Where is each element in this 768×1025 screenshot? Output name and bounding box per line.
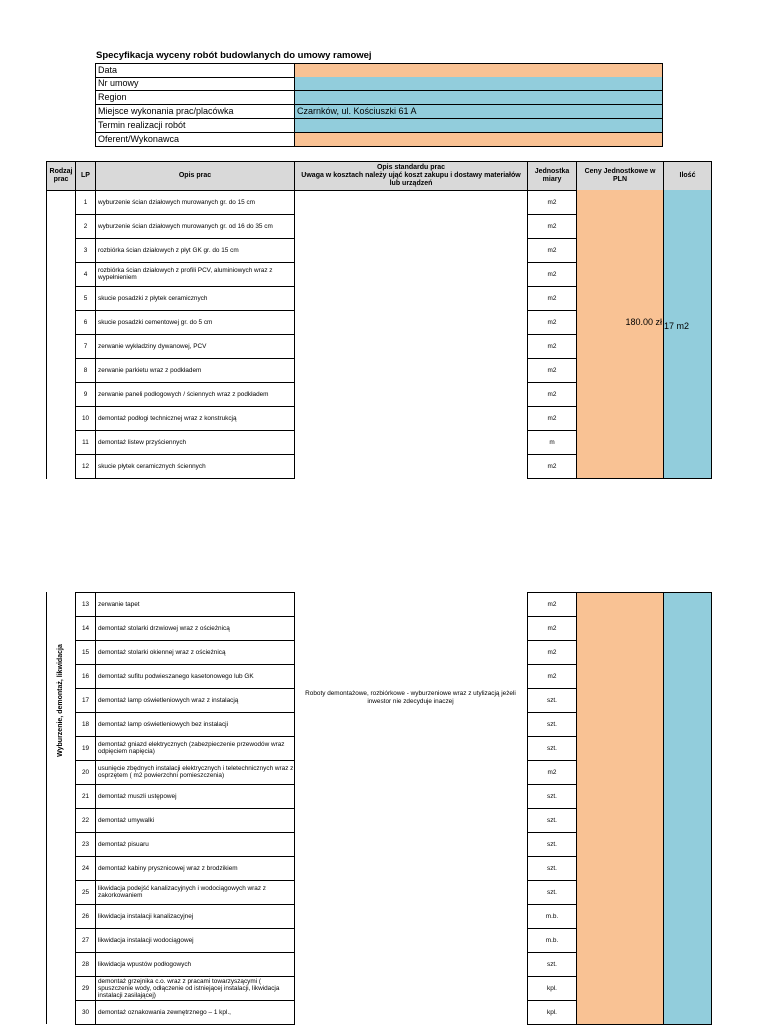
row-lp: 15 <box>75 640 96 665</box>
row-ilosc-input[interactable] <box>663 1000 712 1025</box>
standard-header-line1: Opis standardu prac <box>376 164 446 171</box>
row-lp: 16 <box>75 664 96 689</box>
row-jednostka: m <box>527 430 577 455</box>
row-opis: demontaż umywalki <box>95 808 295 833</box>
row-opis: demontaż lamp oświetleniowych bez instalacji <box>95 712 295 737</box>
table-top-border <box>527 592 712 593</box>
row-jednostka: m2 <box>527 406 577 431</box>
row-opis: likwidacja instalacji wodociągowej <box>95 928 295 953</box>
header-label: Termin realizacji robót <box>95 119 295 133</box>
column-header-opis: Opis prac <box>95 161 295 191</box>
row-lp: 8 <box>75 358 96 383</box>
header-value-field[interactable] <box>294 133 663 147</box>
row-cena-input[interactable] <box>576 856 664 881</box>
row-jednostka: m2 <box>527 310 577 335</box>
row-opis: wyburzenie ścian działowych murowanych gr. do 15 cm <box>95 190 295 215</box>
row-cena-input[interactable]: 180.00 zł <box>576 310 664 335</box>
row-cena-input[interactable] <box>576 712 664 737</box>
row-ilosc-input[interactable] <box>663 832 712 857</box>
row-cena-input[interactable] <box>576 784 664 809</box>
row-ilosc-input[interactable] <box>663 592 712 617</box>
table-gridline <box>527 592 528 1024</box>
row-ilosc-input[interactable] <box>663 928 712 953</box>
row-jednostka: szt. <box>527 784 577 809</box>
header-value-field[interactable]: Czarnków, ul. Kościuszki 61 A <box>294 105 663 119</box>
row-cena-input[interactable] <box>576 592 664 617</box>
category-label: Wyburzenie, demontaż, likwidacja <box>57 643 64 757</box>
row-ilosc-input[interactable] <box>663 214 712 239</box>
row-ilosc-input[interactable] <box>663 190 712 215</box>
row-lp: 29 <box>75 976 96 1001</box>
row-cena-input[interactable] <box>576 214 664 239</box>
row-opis: zerwanie paneli podłogowych / ściennych wraz z podkładem <box>95 382 295 407</box>
table-gridline <box>294 190 295 479</box>
row-opis: rozbiórka ścian działowych z profili PCV, aluminiowych wraz z wypełnieniem <box>95 262 295 287</box>
standard-header-line2: Uwaga w kosztach należy ująć koszt zakupu i dostawy materiałów lub urządzeń <box>301 172 521 187</box>
row-jednostka: szt. <box>527 712 577 737</box>
row-ilosc-input[interactable] <box>663 238 712 263</box>
row-jednostka: m2 <box>527 238 577 263</box>
row-cena-input[interactable] <box>576 334 664 359</box>
row-cena-input[interactable] <box>576 760 664 785</box>
header-value-field[interactable] <box>294 91 663 105</box>
row-ilosc-input[interactable] <box>663 712 712 737</box>
row-ilosc-input[interactable] <box>663 904 712 929</box>
row-ilosc-input[interactable] <box>663 856 712 881</box>
row-opis: demontaż lamp oświetleniowych wraz z instalacją <box>95 688 295 713</box>
header-label: Oferent/Wykonawca <box>95 133 295 147</box>
row-cena-input[interactable] <box>576 808 664 833</box>
row-lp: 28 <box>75 952 96 977</box>
row-opis: demontaż grzejnika c.o. wraz z pracami towarzyszącymi ( spuszczenie wody, odłączenie od istniejącej instalacji, likwidacja instalacji zasilającej) <box>95 976 295 1001</box>
row-opis: demontaż gniazd elektrycznych (zabezpieczenie przewodów wraz odpięciem napięcia) <box>95 736 295 761</box>
row-jednostka: m2 <box>527 760 577 785</box>
row-ilosc-input[interactable] <box>663 616 712 641</box>
standard-note: Roboty demontażowe, rozbiórkowe - wyburzeniowe wraz z utylizacją jeżeli inwestor nie zdecyduje inaczej <box>305 690 516 705</box>
header-label: Data <box>95 63 295 78</box>
row-ilosc-input[interactable] <box>663 310 712 335</box>
row-jednostka: m2 <box>527 358 577 383</box>
row-lp: 23 <box>75 832 96 857</box>
column-header-rodzaj: Rodzaj prac <box>46 161 76 191</box>
row-cena-input[interactable] <box>576 904 664 929</box>
row-cena-input[interactable] <box>576 190 664 215</box>
row-opis: demontaż stolarki drzwiowej wraz z ościeżnicą <box>95 616 295 641</box>
row-opis: likwidacja podejść kanalizacyjnych i wodociągowych wraz z zakorkowaniem <box>95 880 295 905</box>
row-lp: 9 <box>75 382 96 407</box>
row-lp: 21 <box>75 784 96 809</box>
row-ilosc-input[interactable] <box>663 382 712 407</box>
column-header-lp: LP <box>75 161 96 191</box>
row-jednostka: m2 <box>527 664 577 689</box>
row-cena-input[interactable] <box>576 664 664 689</box>
row-jednostka: m2 <box>527 454 577 479</box>
row-jednostka: szt. <box>527 688 577 713</box>
row-lp: 18 <box>75 712 96 737</box>
row-ilosc-input[interactable] <box>663 808 712 833</box>
row-opis: zerwanie wykładziny dywanowej, PCV <box>95 334 295 359</box>
row-lp: 22 <box>75 808 96 833</box>
row-cena-input[interactable] <box>576 640 664 665</box>
row-ilosc-input[interactable] <box>663 454 712 479</box>
row-cena-input[interactable] <box>576 286 664 311</box>
row-opis: likwidacja instalacji kanalizacyjnej <box>95 904 295 929</box>
row-opis: demontaż listew przyściennych <box>95 430 295 455</box>
row-jednostka: m2 <box>527 214 577 239</box>
header-label: Miejsce wykonania prac/placówka <box>95 105 295 119</box>
row-ilosc-input[interactable] <box>663 664 712 689</box>
row-opis: skucie płytek ceramicznych ściennych <box>95 454 295 479</box>
row-lp: 19 <box>75 736 96 761</box>
row-lp: 11 <box>75 430 96 455</box>
row-opis: usunięcie zbędnych instalacji elektrycznych i teletechnicznych wraz z osprzętem ( m2 powierzchni pomieszczenia) <box>95 760 295 785</box>
row-lp: 6 <box>75 310 96 335</box>
category-cell <box>46 560 75 840</box>
row-ilosc-input[interactable] <box>663 736 712 761</box>
table-gridline <box>527 190 528 479</box>
column-header-standard <box>294 161 528 191</box>
row-ilosc-input[interactable] <box>663 286 712 311</box>
table-gridline <box>75 190 76 479</box>
row-opis: likwidacja wpustów podłogowych <box>95 952 295 977</box>
header-label: Region <box>95 91 295 105</box>
row-jednostka: kpl. <box>527 976 577 1001</box>
row-jednostka: m2 <box>527 640 577 665</box>
row-opis: demontaż sufitu podwieszanego kasetonowego lub GK <box>95 664 295 689</box>
row-lp: 13 <box>75 592 96 617</box>
column-header-ilosc: Ilość <box>663 161 712 191</box>
row-ilosc-input[interactable] <box>663 640 712 665</box>
row-jednostka: szt. <box>527 856 577 881</box>
row-opis: demontaż oznakowania zewnętrznego – 1 kpl., <box>95 1000 295 1025</box>
row-cena-input[interactable] <box>576 262 664 287</box>
row-jednostka: szt. <box>527 808 577 833</box>
row-ilosc-input[interactable] <box>663 952 712 977</box>
row-jednostka: m.b. <box>527 928 577 953</box>
row-cena-input[interactable] <box>576 616 664 641</box>
row-lp: 24 <box>75 856 96 881</box>
row-cena-input[interactable] <box>576 238 664 263</box>
row-jednostka: m2 <box>527 382 577 407</box>
row-cena-input[interactable] <box>576 430 664 455</box>
row-lp: 25 <box>75 880 96 905</box>
row-cena-input[interactable] <box>576 1000 664 1025</box>
row-ilosc-input[interactable] <box>663 358 712 383</box>
table-gridline <box>46 190 47 479</box>
row-cena-input[interactable] <box>576 382 664 407</box>
table-top-border <box>75 592 96 593</box>
row-lp: 20 <box>75 760 96 785</box>
row-jednostka: szt. <box>527 736 577 761</box>
row-cena-input[interactable] <box>576 928 664 953</box>
table-top-border <box>95 592 295 593</box>
row-jednostka: m2 <box>527 616 577 641</box>
row-cena-input[interactable] <box>576 880 664 905</box>
row-ilosc-input[interactable] <box>663 688 712 713</box>
row-jednostka: m2 <box>527 334 577 359</box>
row-ilosc-input[interactable] <box>663 334 712 359</box>
row-lp: 2 <box>75 214 96 239</box>
row-lp: 30 <box>75 1000 96 1025</box>
row-jednostka: szt. <box>527 880 577 905</box>
document-title: Specyfikacja wyceny robót budowlanych do umowy ramowej <box>96 50 372 61</box>
row-jednostka: kpl. <box>527 1000 577 1025</box>
row-jednostka: m2 <box>527 262 577 287</box>
row-jednostka: m.b. <box>527 904 577 929</box>
row-lp: 14 <box>75 616 96 641</box>
row-opis: zerwanie tapet <box>95 592 295 617</box>
row-ilosc-input[interactable] <box>663 430 712 455</box>
row-cena-input[interactable] <box>576 688 664 713</box>
row-opis: demontaż pisuaru <box>95 832 295 857</box>
header-value-field[interactable] <box>294 77 663 91</box>
row-lp: 4 <box>75 262 96 287</box>
row-lp: 26 <box>75 904 96 929</box>
row-ilosc-input[interactable] <box>663 880 712 905</box>
row-jednostka: m2 <box>527 592 577 617</box>
row-lp: 7 <box>75 334 96 359</box>
row-ilosc-input[interactable] <box>663 784 712 809</box>
row-lp: 27 <box>75 928 96 953</box>
row-jednostka: szt. <box>527 952 577 977</box>
row-opis: demontaż stolarki okiennej wraz z ościeżnicą <box>95 640 295 665</box>
row-opis: skucie posadzki cementowej gr. do 5 cm <box>95 310 295 335</box>
row-opis: demontaż kabiny prysznicowej wraz z brodzikiem <box>95 856 295 881</box>
row-opis: demontaż muszli ustępowej <box>95 784 295 809</box>
row-lp: 3 <box>75 238 96 263</box>
row-opis: zerwanie parkietu wraz z podkładem <box>95 358 295 383</box>
row-opis: rozbiórka ścian działowych z płyt GK gr. do 15 cm <box>95 238 295 263</box>
row-lp: 5 <box>75 286 96 311</box>
row-cena-input[interactable] <box>576 406 664 431</box>
row-cena-input[interactable] <box>576 736 664 761</box>
row-cena-input[interactable] <box>576 976 664 1001</box>
row-lp: 10 <box>75 406 96 431</box>
row-ilosc-input[interactable] <box>663 262 712 287</box>
row-cena-input[interactable] <box>576 952 664 977</box>
row-lp: 1 <box>75 190 96 215</box>
row-cena-input[interactable] <box>576 358 664 383</box>
row-lp: 12 <box>75 454 96 479</box>
column-header-jednostka: Jednostka miary <box>527 161 577 191</box>
row-ilosc-input[interactable] <box>663 760 712 785</box>
row-jednostka: szt. <box>527 832 577 857</box>
row-ilosc-value: 17 m2 <box>664 320 690 331</box>
row-ilosc-input[interactable] <box>663 406 712 431</box>
row-cena-input[interactable] <box>576 832 664 857</box>
row-opis: demontaż podłogi technicznej wraz z konstrukcją <box>95 406 295 431</box>
row-ilosc-input[interactable] <box>663 976 712 1001</box>
row-cena-input[interactable] <box>576 454 664 479</box>
header-label: Nr umowy <box>95 77 295 91</box>
row-jednostka: m2 <box>527 286 577 311</box>
header-value-field[interactable] <box>294 63 663 78</box>
row-jednostka: m2 <box>527 190 577 215</box>
row-opis: wyburzenie ścian działowych murowanych gr. od 16 do 35 cm <box>95 214 295 239</box>
row-opis: skucie posadzki z płytek ceramicznych <box>95 286 295 311</box>
row-lp: 17 <box>75 688 96 713</box>
column-header-ceny: Ceny Jednostkowe w PLN <box>576 161 664 191</box>
header-value-field[interactable] <box>294 119 663 133</box>
